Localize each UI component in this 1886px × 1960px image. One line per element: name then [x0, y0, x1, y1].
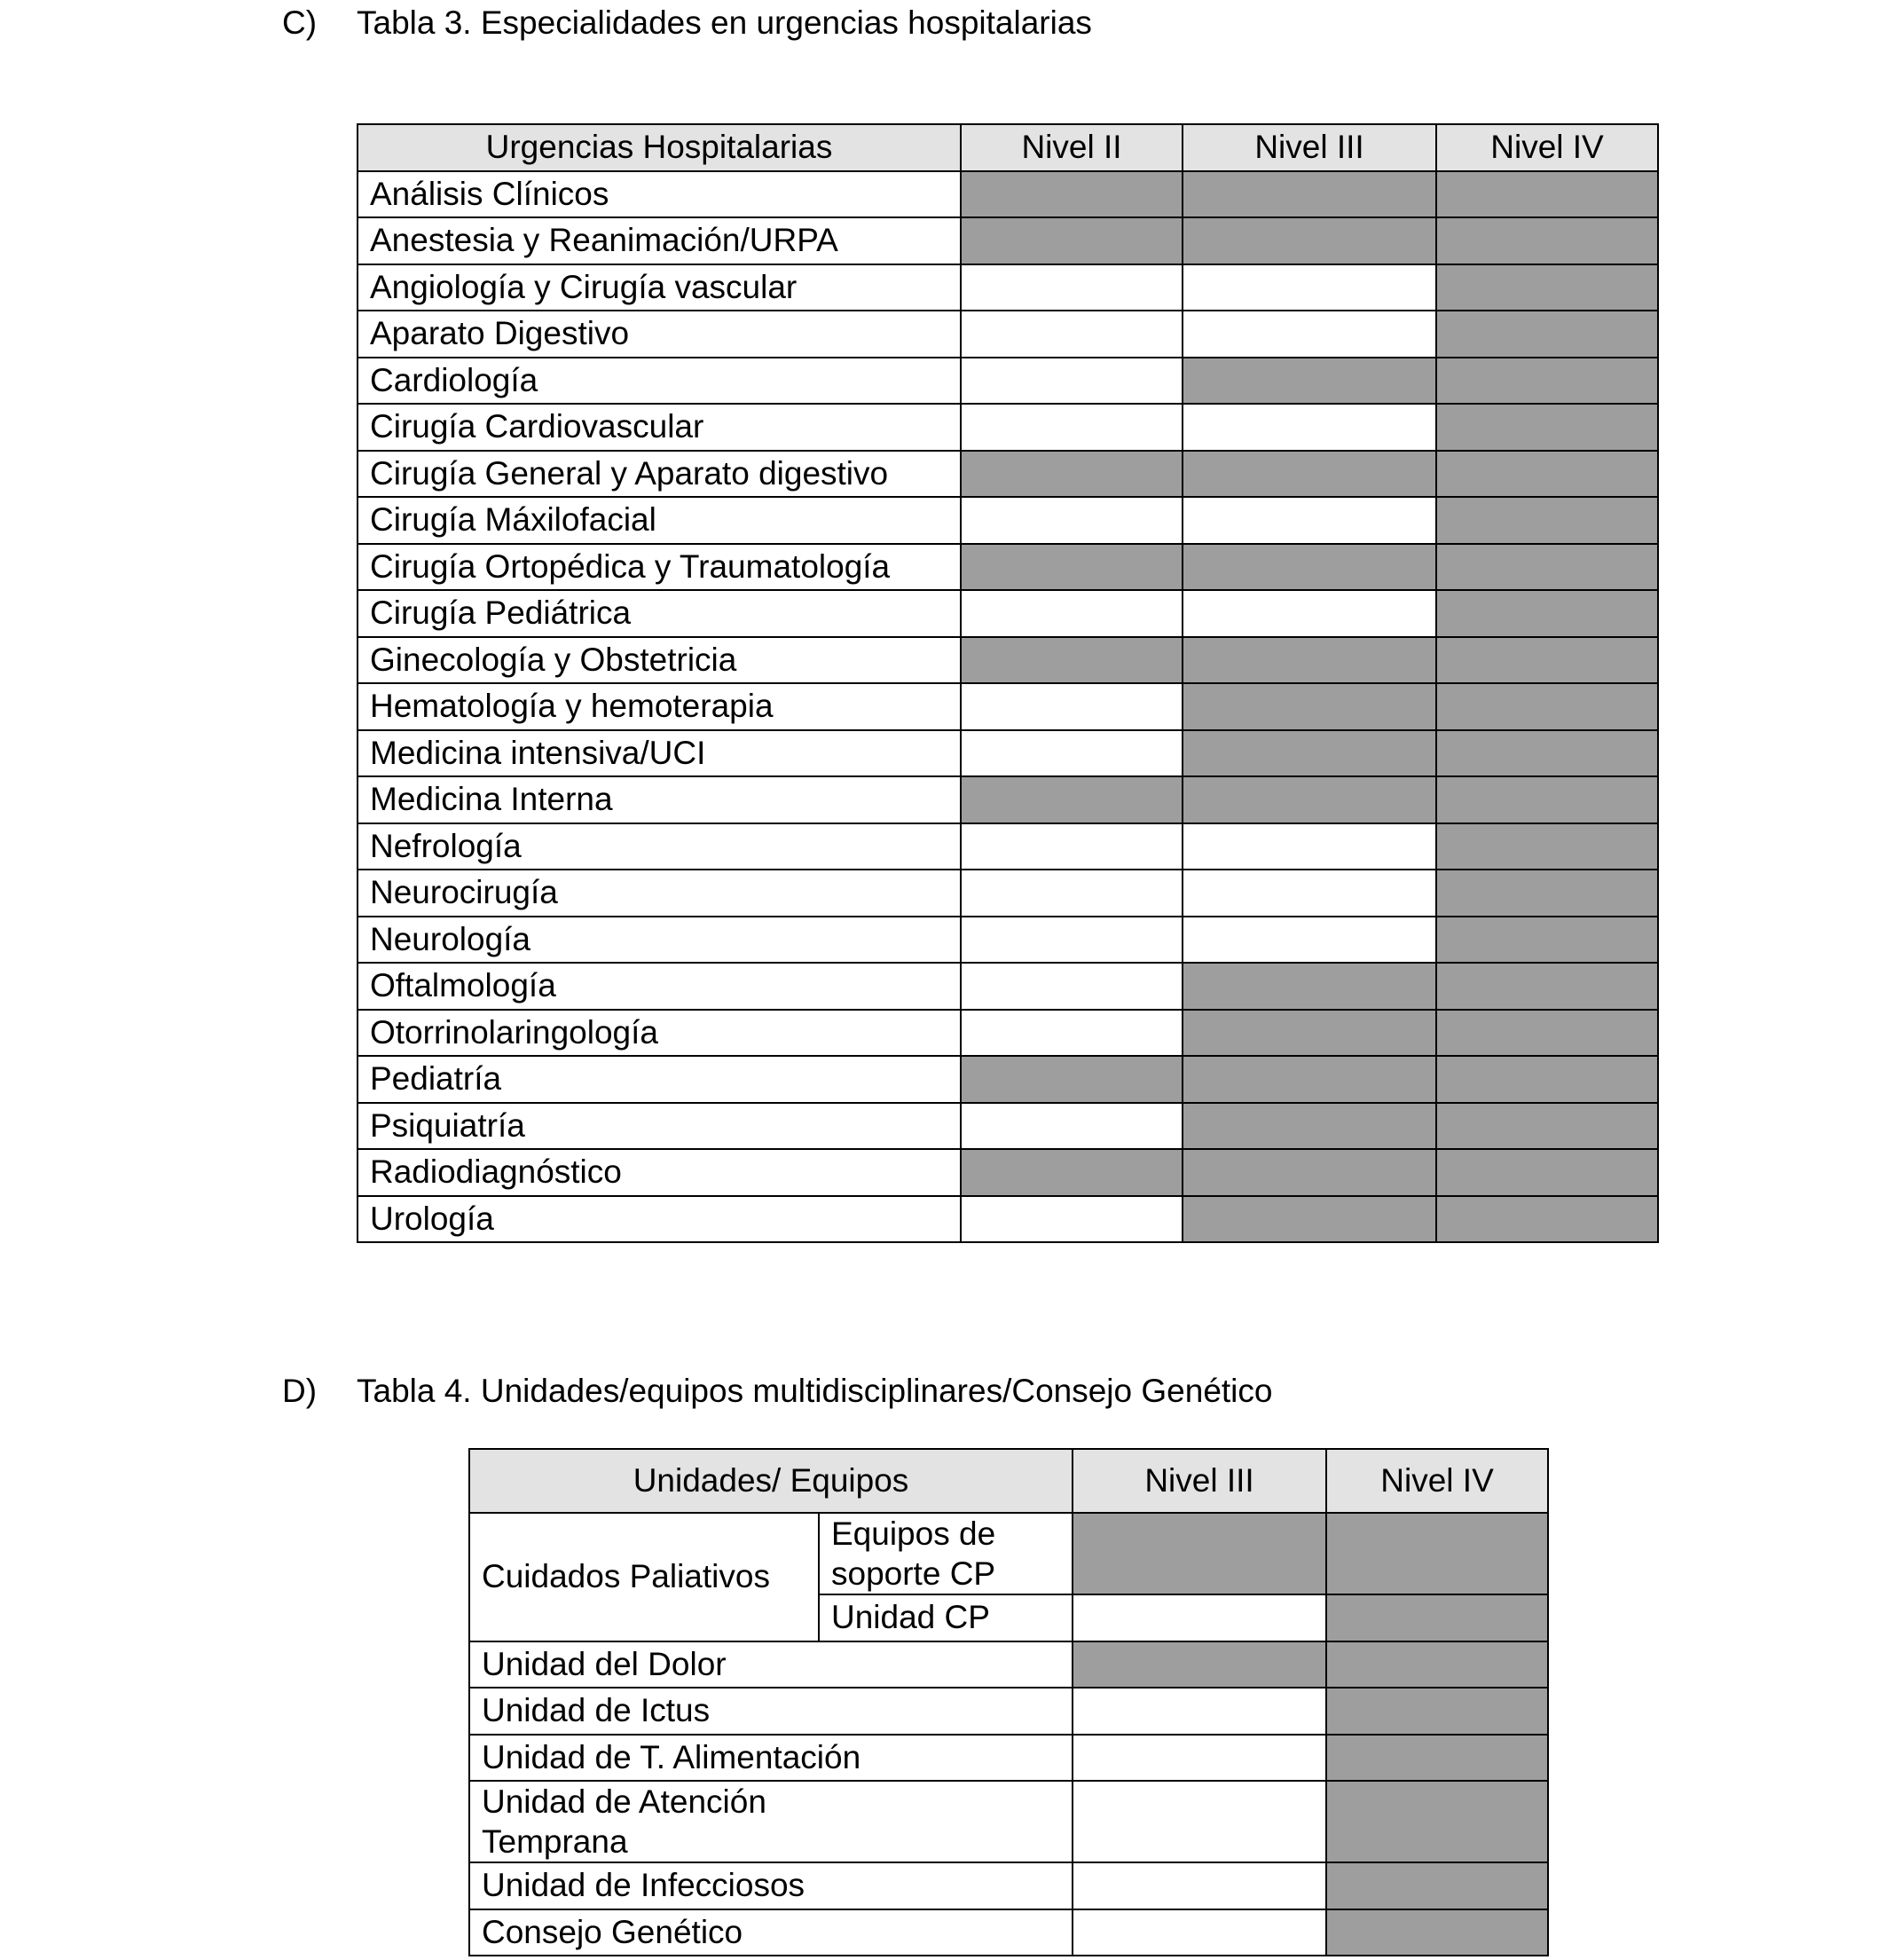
row-label: Anestesia y Reanimación/URPA [358, 217, 961, 264]
table4-unidades [468, 1448, 1549, 1956]
row-label: Oftalmología [358, 963, 961, 1010]
table-row [358, 544, 1658, 591]
level-cell-empty [1183, 404, 1436, 451]
table-row [358, 823, 1658, 870]
section-letter: C) [282, 4, 318, 41]
row-label: Otorrinolaringología [358, 1010, 961, 1057]
level-cell-empty [961, 963, 1183, 1010]
level-cell-empty [1183, 917, 1436, 964]
table-row [358, 497, 1658, 544]
level-cell-empty [961, 590, 1183, 637]
level-cell-empty [1073, 1688, 1326, 1735]
column-header: Nivel II [961, 124, 1183, 171]
level-cell-filled [1436, 870, 1658, 917]
row-label: Consejo Genético [469, 1909, 1073, 1956]
level-cell-empty [961, 404, 1183, 451]
level-cell-filled [1436, 264, 1658, 311]
level-cell-filled [1326, 1641, 1548, 1688]
table3-urgencias [357, 123, 1659, 1243]
level-cell-filled [961, 217, 1183, 264]
table-row [358, 730, 1658, 777]
table-row [358, 683, 1658, 730]
row-label: Cirugía Ortopédica y Traumatología [358, 544, 961, 591]
table-row [469, 1862, 1548, 1909]
level-cell-filled [1436, 917, 1658, 964]
level-cell-filled [1183, 451, 1436, 498]
level-cell-filled [1436, 497, 1658, 544]
level-cell-filled [1436, 1149, 1658, 1196]
table-row [469, 1641, 1548, 1688]
row-label: Angiología y Cirugía vascular [358, 264, 961, 311]
level-cell-filled [1436, 730, 1658, 777]
level-cell-empty [961, 917, 1183, 964]
level-cell-filled [961, 637, 1183, 684]
table-row [358, 311, 1658, 358]
table-row [358, 404, 1658, 451]
row-label: Cirugía General y Aparato digestivo [358, 451, 961, 498]
table-row [358, 1056, 1658, 1103]
column-header: Nivel III [1073, 1449, 1326, 1513]
level-cell-filled [1326, 1688, 1548, 1735]
level-cell-filled [1436, 963, 1658, 1010]
level-cell-filled [1183, 1103, 1436, 1150]
level-cell-filled [1183, 776, 1436, 823]
level-cell-filled [961, 776, 1183, 823]
level-cell-filled [1183, 963, 1436, 1010]
column-header: Nivel III [1183, 124, 1436, 171]
level-cell-filled [961, 1056, 1183, 1103]
table-row [469, 1688, 1548, 1735]
row-label: Ginecología y Obstetricia [358, 637, 961, 684]
level-cell-filled [961, 1149, 1183, 1196]
level-cell-filled [1073, 1641, 1326, 1688]
level-cell-filled [1436, 171, 1658, 218]
row-label: Unidad de Ictus [469, 1688, 1073, 1735]
level-cell-filled [1183, 358, 1436, 405]
level-cell-filled [1183, 171, 1436, 218]
row-label: Cardiología [358, 358, 961, 405]
group-label: Cuidados Paliativos [469, 1513, 819, 1641]
level-cell-empty [1183, 870, 1436, 917]
level-cell-filled [1326, 1909, 1548, 1956]
level-cell-filled [1436, 823, 1658, 870]
row-label: Hematología y hemoterapia [358, 683, 961, 730]
table-row [358, 264, 1658, 311]
table-row [469, 1513, 1548, 1594]
row-label: Medicina intensiva/UCI [358, 730, 961, 777]
row-label: Medicina Interna [358, 776, 961, 823]
level-cell-filled [1436, 404, 1658, 451]
level-cell-filled [1073, 1513, 1326, 1594]
level-cell-empty [961, 358, 1183, 405]
table-row [358, 590, 1658, 637]
row-label: Nefrología [358, 823, 961, 870]
level-cell-empty [961, 823, 1183, 870]
row-label: Urología [358, 1196, 961, 1243]
table-row [358, 1149, 1658, 1196]
level-cell-empty [961, 1103, 1183, 1150]
table-row [358, 358, 1658, 405]
row-label: Aparato Digestivo [358, 311, 961, 358]
level-cell-filled [1436, 683, 1658, 730]
level-cell-filled [1326, 1781, 1548, 1862]
table-row [358, 637, 1658, 684]
level-cell-filled [1183, 544, 1436, 591]
level-cell-filled [1183, 1196, 1436, 1243]
level-cell-filled [961, 544, 1183, 591]
level-cell-filled [1436, 358, 1658, 405]
level-cell-filled [1436, 544, 1658, 591]
level-cell-empty [1073, 1594, 1326, 1641]
table4-caption [282, 1374, 1272, 1409]
row-label: Análisis Clínicos [358, 171, 961, 218]
table-row [358, 217, 1658, 264]
row-label: Cirugía Cardiovascular [358, 404, 961, 451]
level-cell-filled [1326, 1735, 1548, 1782]
table-row [469, 1909, 1548, 1956]
row-label: Unidad de Atención Temprana [469, 1781, 1073, 1862]
level-cell-empty [961, 730, 1183, 777]
table-row [469, 1781, 1548, 1862]
column-header: Nivel IV [1326, 1449, 1548, 1513]
level-cell-filled [1436, 637, 1658, 684]
row-label: Cirugía Máxilofacial [358, 497, 961, 544]
level-cell-empty [1183, 590, 1436, 637]
table-title: Tabla 4. Unidades/equipos multidisciplinares/Consejo Genético [357, 1373, 1273, 1409]
level-cell-filled [1436, 1196, 1658, 1243]
table-title: Tabla 3. Especialidades en urgencias hospitalarias [357, 4, 1092, 41]
level-cell-filled [1183, 637, 1436, 684]
level-cell-empty [961, 1010, 1183, 1057]
level-cell-filled [1183, 1056, 1436, 1103]
table4-body [469, 1513, 1548, 1956]
table-row [469, 1735, 1548, 1782]
level-cell-empty [1073, 1862, 1326, 1909]
row-label: Unidad del Dolor [469, 1641, 1073, 1688]
row-label: Psiquiatría [358, 1103, 961, 1150]
table-row [358, 1010, 1658, 1057]
level-cell-empty [961, 497, 1183, 544]
table-row [358, 1196, 1658, 1243]
table-header-row [469, 1449, 1548, 1513]
level-cell-empty [1183, 823, 1436, 870]
level-cell-empty [1183, 311, 1436, 358]
level-cell-filled [1326, 1862, 1548, 1909]
level-cell-filled [1183, 683, 1436, 730]
row-label: Unidad de Infecciosos [469, 1862, 1073, 1909]
row-label: Neurología [358, 917, 961, 964]
level-cell-filled [1436, 217, 1658, 264]
table3-body [358, 171, 1658, 1243]
table-row [358, 776, 1658, 823]
level-cell-filled [961, 451, 1183, 498]
row-label: Radiodiagnóstico [358, 1149, 961, 1196]
row-label: Unidad CP [819, 1594, 1073, 1641]
level-cell-empty [961, 311, 1183, 358]
level-cell-empty [1073, 1781, 1326, 1862]
column-header: Nivel IV [1436, 124, 1658, 171]
level-cell-filled [1436, 311, 1658, 358]
table3-caption [282, 5, 1092, 41]
level-cell-empty [1073, 1735, 1326, 1782]
level-cell-filled [1183, 1010, 1436, 1057]
column-header: Urgencias Hospitalarias [358, 124, 961, 171]
level-cell-empty [961, 683, 1183, 730]
level-cell-filled [1436, 590, 1658, 637]
level-cell-filled [1183, 730, 1436, 777]
level-cell-filled [1436, 1010, 1658, 1057]
row-label: Pediatría [358, 1056, 961, 1103]
level-cell-empty [961, 870, 1183, 917]
level-cell-filled [1436, 776, 1658, 823]
table-row [358, 870, 1658, 917]
table-header-row [358, 124, 1658, 171]
row-label: Equipos de soporte CP [819, 1513, 1073, 1594]
column-header: Unidades/ Equipos [469, 1449, 1073, 1513]
level-cell-empty [961, 1196, 1183, 1243]
level-cell-filled [1436, 1103, 1658, 1150]
level-cell-filled [1436, 451, 1658, 498]
level-cell-filled [1436, 1056, 1658, 1103]
table-row [358, 451, 1658, 498]
level-cell-filled [1326, 1594, 1548, 1641]
level-cell-empty [961, 264, 1183, 311]
level-cell-filled [1326, 1513, 1548, 1594]
table-row [358, 1103, 1658, 1150]
row-label: Cirugía Pediátrica [358, 590, 961, 637]
section-letter: D) [282, 1373, 318, 1409]
table-row [358, 917, 1658, 964]
table-row [358, 963, 1658, 1010]
table-row [358, 171, 1658, 218]
row-label: Unidad de T. Alimentación [469, 1735, 1073, 1782]
level-cell-empty [1183, 264, 1436, 311]
level-cell-filled [1183, 1149, 1436, 1196]
level-cell-filled [961, 171, 1183, 218]
level-cell-empty [1183, 497, 1436, 544]
level-cell-empty [1073, 1909, 1326, 1956]
row-label: Neurocirugía [358, 870, 961, 917]
level-cell-filled [1183, 217, 1436, 264]
